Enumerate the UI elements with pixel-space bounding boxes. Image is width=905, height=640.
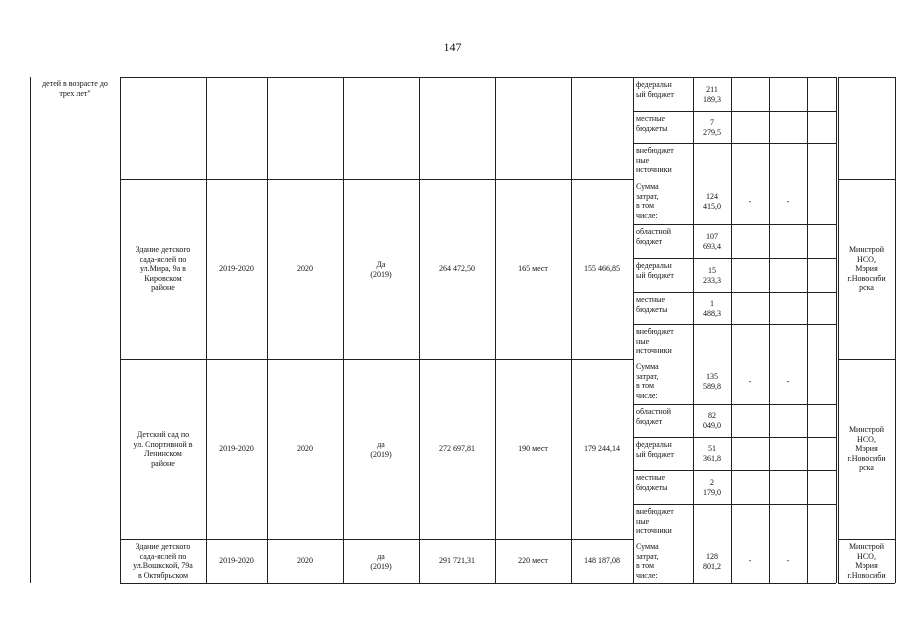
- cell-capacity: 165 мест: [518, 264, 548, 273]
- sub-row-separator: [633, 224, 836, 225]
- block-separator: [838, 179, 895, 180]
- cell-executor: Минстрой НСО, Мэрия г.Новосиби: [847, 542, 886, 580]
- cell-flag: да (2019): [370, 552, 392, 571]
- page-number: 147: [443, 40, 462, 54]
- first-col-text: детей в возрасте до трех лет": [42, 79, 108, 98]
- source-name: Сумма затрат, в том числе:: [636, 542, 659, 580]
- col-border: [731, 77, 732, 583]
- source-name: местные бюджеты: [636, 295, 668, 314]
- source-value: 7 279,5: [703, 118, 721, 137]
- cell-object: Здание детского сада-яслей по ул.Вошкской, 79а в Октябрьском: [133, 542, 193, 580]
- cell-object: Детский сад по ул. Спортивной в Ленинском районе: [133, 430, 193, 468]
- source-value: 107 693,4: [703, 232, 721, 251]
- source-value: 51 361,8: [703, 444, 721, 463]
- source-value: 135 589,8: [703, 372, 721, 391]
- source-name: внебюджет ные источники: [636, 507, 674, 535]
- cell-year: 2020: [297, 264, 313, 273]
- cell-capacity: 190 мест: [518, 444, 548, 453]
- source-dash: -: [786, 197, 790, 206]
- cell-amount: 155 466,85: [584, 264, 620, 273]
- source-dash: -: [786, 556, 790, 565]
- col-border: [769, 77, 770, 583]
- source-name: областной бюджет: [636, 407, 672, 426]
- table-top-border: [838, 77, 895, 78]
- sub-row-separator: [633, 324, 836, 325]
- col-border: [838, 77, 839, 583]
- table-left-border: [30, 77, 31, 583]
- source-name: Сумма затрат, в том числе:: [636, 182, 659, 220]
- source-value: 211 189,3: [703, 85, 721, 104]
- col-border: [206, 77, 207, 583]
- source-value: 128 801,2: [703, 552, 721, 571]
- cell-executor: Минстрой НСО, Мэрия г.Новосиби рска: [847, 425, 886, 472]
- cell-amount: 148 187,08: [584, 556, 620, 565]
- block-separator: [120, 539, 633, 540]
- source-value: 124 415,0: [703, 192, 721, 211]
- source-name: внебюджет ные источники: [636, 146, 674, 174]
- cell-cost: 272 697,81: [439, 444, 475, 453]
- source-name: федеральн ый бюджет: [636, 80, 674, 99]
- source-name: федеральн ый бюджет: [636, 261, 674, 280]
- cell-executor: Минстрой НСО, Мэрия г.Новосиби рска: [847, 245, 886, 292]
- source-name: Сумма затрат, в том числе:: [636, 362, 659, 400]
- table-right-border: [895, 77, 896, 583]
- sub-row-separator: [633, 470, 836, 471]
- sub-row-separator: [633, 292, 836, 293]
- col-border: [495, 77, 496, 583]
- block-separator: [838, 539, 895, 540]
- source-name: местные бюджеты: [636, 473, 668, 492]
- source-name: областной бюджет: [636, 227, 672, 246]
- cell-period: 2019-2020: [219, 556, 254, 565]
- source-dash: -: [748, 197, 752, 206]
- cell-cost: 291 721,31: [439, 556, 475, 565]
- table-bottom-border: [120, 583, 836, 584]
- source-dash: -: [748, 377, 752, 386]
- source-value: 15 233,3: [703, 266, 721, 285]
- col-border: [343, 77, 344, 583]
- source-name: федеральн ый бюджет: [636, 440, 674, 459]
- source-dash: -: [786, 377, 790, 386]
- table-bottom-border: [838, 583, 895, 584]
- cell-capacity: 220 мест: [518, 556, 548, 565]
- sub-row-separator: [633, 437, 836, 438]
- cell-flag: да (2019): [370, 440, 392, 459]
- cell-cost: 264 472,50: [439, 264, 475, 273]
- col-border: [571, 77, 572, 583]
- sub-row-separator: [633, 143, 836, 144]
- block-separator: [120, 359, 633, 360]
- cell-amount: 179 244,14: [584, 444, 620, 453]
- source-name: внебюджет ные источники: [636, 327, 674, 355]
- cell-year: 2020: [297, 444, 313, 453]
- col-border: [807, 77, 808, 583]
- col-border: [836, 77, 837, 583]
- source-dash: -: [748, 556, 752, 565]
- sub-row-separator: [633, 111, 836, 112]
- col-border: [120, 77, 121, 583]
- col-border: [419, 77, 420, 583]
- col-border: [693, 77, 694, 583]
- cell-period: 2019-2020: [219, 444, 254, 453]
- sub-row-separator: [633, 504, 836, 505]
- source-value: 82 049,0: [703, 411, 721, 430]
- source-name: местные бюджеты: [636, 114, 668, 133]
- col-border: [633, 77, 634, 583]
- sub-row-separator: [633, 258, 836, 259]
- block-separator: [838, 359, 895, 360]
- table-top-border: [120, 77, 836, 78]
- cell-period: 2019-2020: [219, 264, 254, 273]
- cell-flag: Да (2019): [370, 260, 392, 279]
- cell-object: Здание детского сада-яслей по ул.Мира, 9а в Кировском районе: [135, 245, 191, 292]
- col-border: [267, 77, 268, 583]
- source-value: 2 179,0: [703, 478, 721, 497]
- cell-year: 2020: [297, 556, 313, 565]
- source-value: 1 488,3: [703, 299, 721, 318]
- sub-row-separator: [633, 404, 836, 405]
- block-separator: [120, 179, 633, 180]
